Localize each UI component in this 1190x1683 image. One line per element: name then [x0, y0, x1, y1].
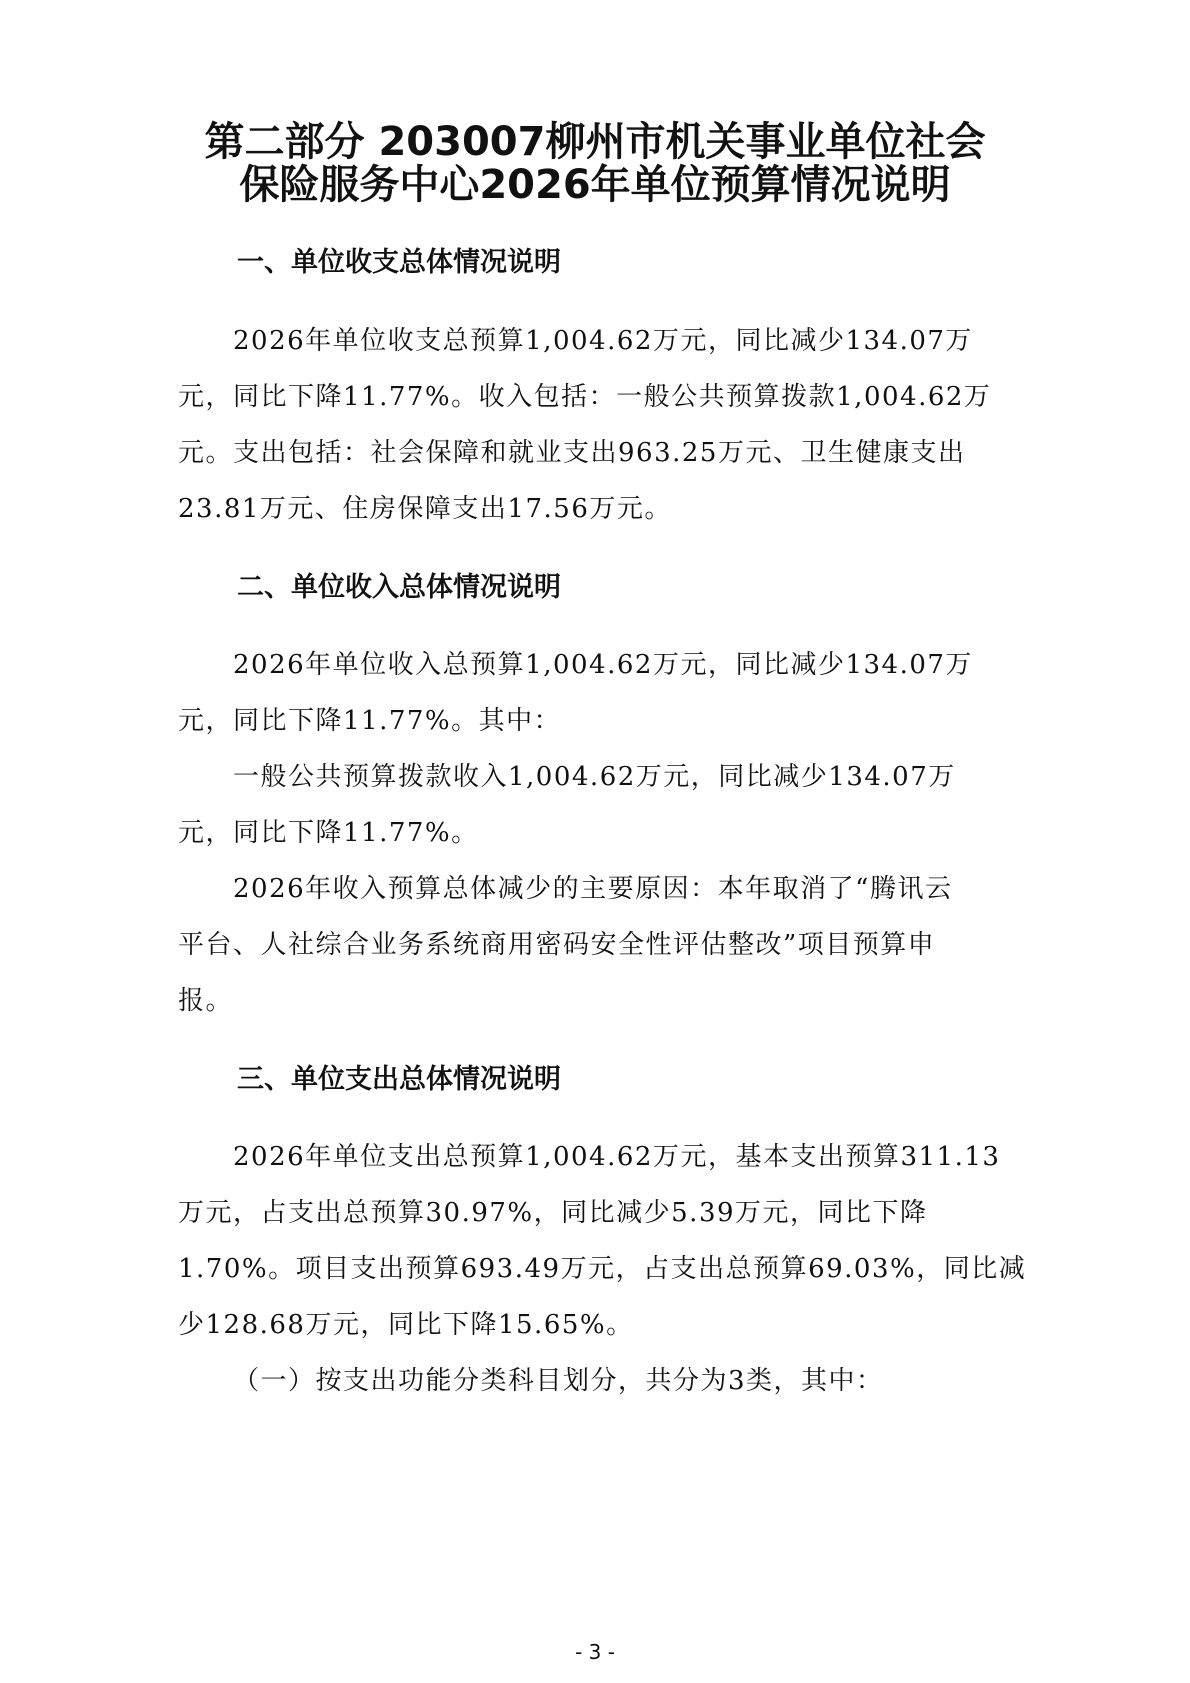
section-heading-1: 一、单位收支总体情况说明	[237, 247, 561, 278]
section-heading-3: 三、单位支出总体情况说明	[237, 1064, 561, 1095]
paragraph-line: 报。	[178, 986, 234, 1016]
paragraph-line: 元，同比下降11.77%。收入包括：一般公共预算拨款1,004.62万	[178, 382, 992, 412]
paragraph-line: 2026年单位收入总预算1,004.62万元，同比减少134.07万	[233, 650, 973, 680]
paragraph-line: 23.81万元、住房保障支出17.56万元。	[178, 494, 672, 524]
section-heading-2: 二、单位收入总体情况说明	[237, 572, 561, 603]
paragraph-line: 万元，占支出总预算30.97%，同比减少5.39万元，同比下降	[178, 1198, 928, 1228]
paragraph-line: 元，同比下降11.77%。	[178, 818, 479, 848]
document-title-line-2: 保险服务中心2026年单位预算情况说明	[239, 162, 951, 208]
paragraph-line: （一）按支出功能分类科目划分，共分为3类，其中：	[233, 1366, 884, 1396]
page-number: - 3 -	[575, 1640, 615, 1664]
paragraph-line: 一般公共预算拨款收入1,004.62万元，同比减少134.07万	[233, 762, 956, 792]
paragraph-line: 2026年单位收支总预算1,004.62万元，同比减少134.07万	[233, 326, 973, 356]
paragraph-line: 2026年收入预算总体减少的主要原因：本年取消了“腾讯云	[233, 874, 953, 904]
paragraph-line: 1.70%。项目支出预算693.49万元，占支出总预算69.03%，同比减	[178, 1254, 1027, 1284]
paragraph-line: 少128.68万元，同比下降15.65%。	[178, 1310, 634, 1340]
paragraph-line: 元。支出包括：社会保障和就业支出963.25万元、卫生健康支出	[178, 438, 966, 468]
document-title-line-1: 第二部分 203007柳州市机关事业单位社会	[204, 119, 986, 165]
paragraph-line: 2026年单位支出总预算1,004.62万元，基本支出预算311.13	[233, 1142, 1001, 1172]
paragraph-line: 元，同比下降11.77%。其中：	[178, 706, 562, 736]
paragraph-line: 平台、人社综合业务系统商用密码安全性评估整改”项目预算申	[178, 930, 936, 960]
